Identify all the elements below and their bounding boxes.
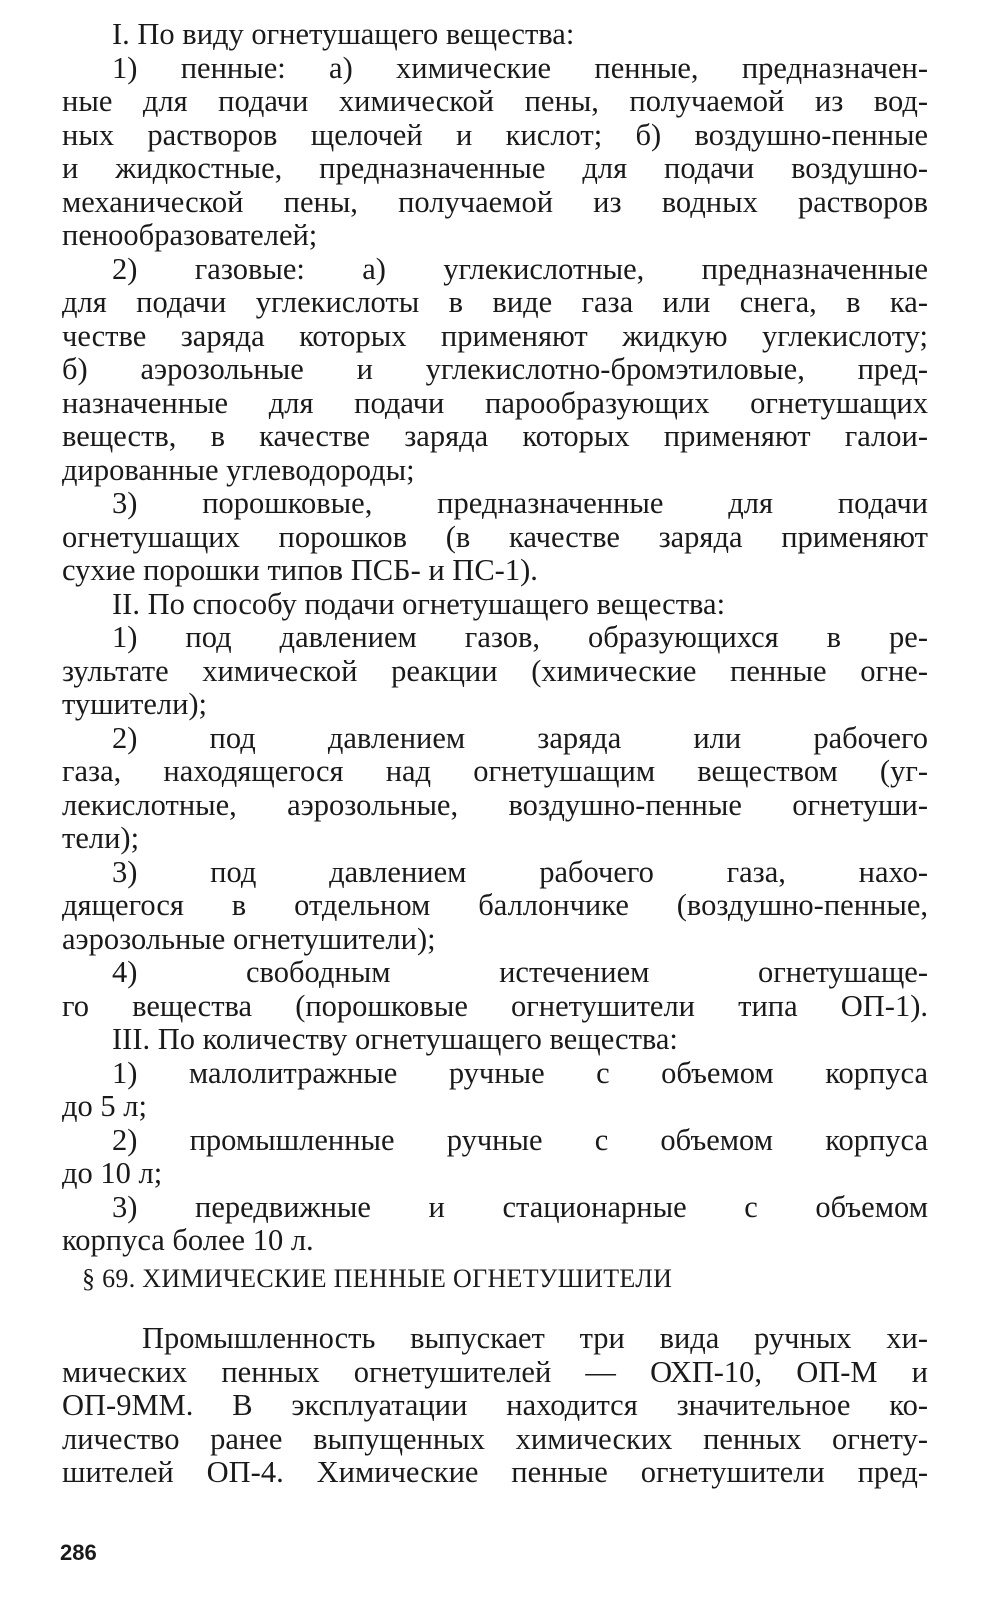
text-line: тушители); [62,687,208,721]
text-line: дированные углеводороды; [62,452,415,487]
text-line: и жидкостные, предназначенные для подачи воздушно- [62,151,928,185]
text-line: 2) под давлением заряда или рабочего [112,720,928,755]
text-line: 1) пенные: а) химические пенные, предназначен- [112,50,928,85]
text-line: ных растворов щелочей и кислот; б) воздушно-пенные [62,117,928,152]
text-line: 4) свободным истечением огнетушаще- [112,955,928,989]
text-line: мических пенных огнетушителей — ОХП-10, ОП-М и [62,1354,928,1389]
text-line: II. По способу подачи огнетушащего вещества: [112,586,726,621]
text-line: назначенные для подачи парообразующих огнетушащих [62,385,928,420]
text-line: Промышленность выпускает три вида ручных хи- [142,1321,928,1355]
section-heading: § 69. ХИМИЧЕСКИЕ ПЕННЫЕ ОГНЕТУШИТЕЛИ [82,1264,673,1293]
text-line: корпуса более 10 л. [62,1223,314,1257]
text-line: дящегося в отдельном баллончике (воздушно-пенные, [62,888,928,922]
text-line: личество ранее выпущенных химических пенных огнету- [62,1421,928,1456]
text-line: зультате химической реакции (химические пенные огне- [62,653,928,688]
text-line: газа, находящегося над огнетушащим веществом (уг- [62,754,928,788]
text-line: веществ, в качестве заряда которых применяют галои- [62,419,928,453]
text-line: 3) порошковые, предназначенные для подачи [112,486,928,520]
text-line: го вещества (порошковые огнетушители типа ОП-1). [62,988,928,1023]
text-line: до 5 л; [62,1089,147,1123]
text-line: ные для подачи химической пены, получаемой из вод- [62,84,928,118]
text-line: честве заряда которых применяют жидкую углекислоту; [62,318,928,353]
text-line: до 10 л; [62,1156,163,1190]
text-line: б) аэрозольные и углекислотно-бромэтиловые, пред- [62,352,928,386]
text-line: шителей ОП-4. Химические пенные огнетушители пред- [62,1455,928,1489]
text-line: 3) передвижные и стационарные с объемом [112,1189,928,1224]
text-line: 3) под давлением рабочего газа, нахо- [112,854,928,889]
text-line: 2) газовые: а) углекислотные, предназначенные [112,251,928,286]
text-line: 2) промышленные ручные с объемом корпуса [112,1122,928,1157]
page-number: 286 [60,1540,97,1565]
text-line: пенообразователей; [62,218,318,252]
text-line: лекислотные, аэрозольные, воздушно-пенные огнетуши- [62,787,928,822]
text-line: для подачи углекислоты в виде газа или снега, в ка- [62,285,928,319]
text-line: сухие порошки типов ПСБ- и ПС-1). [62,553,538,587]
text-line: 1) малолитражные ручные с объемом корпуса [112,1055,928,1090]
text-line: III. По количеству огнетушащего вещества: [112,1022,678,1056]
text-line: огнетушащих порошков (в качестве заряда применяют [62,519,928,554]
text-line: механической пены, получаемой из водных растворов [62,184,928,219]
text-line: ОП-9ММ. В эксплуатации находится значительное ко- [62,1388,928,1422]
text-line: аэрозольные огнетушители); [62,921,436,956]
text-line: 1) под давлением газов, образующихся в ре- [112,620,928,654]
text-line: тели); [62,821,140,855]
text-line: I. По виду огнетушащего вещества: [112,17,575,51]
